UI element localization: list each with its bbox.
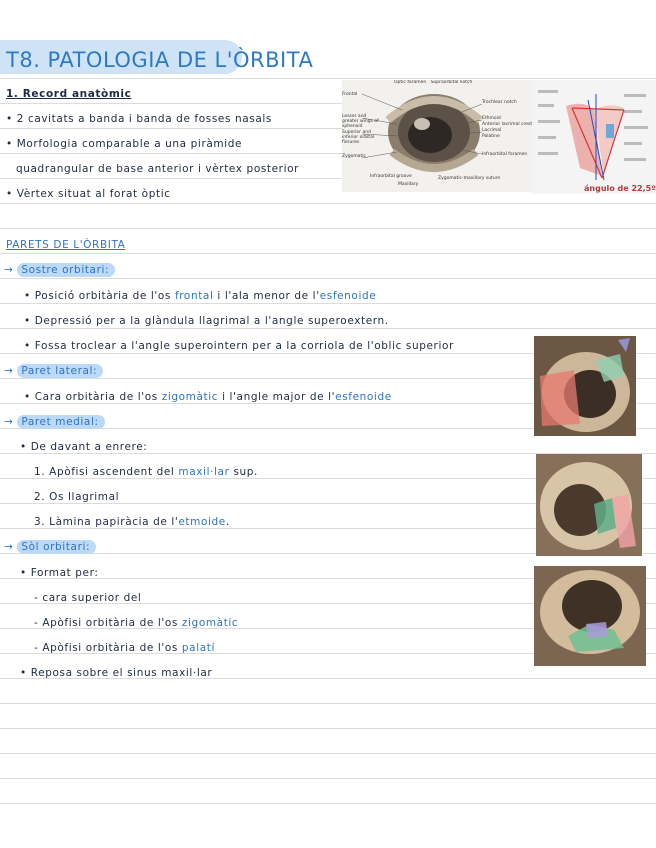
medial-item-2: 2. Os llagrimal [34, 491, 120, 503]
sostre-item-1: • Posició orbitària de l'os frontal i l'ala menor de l'esfenoide [24, 290, 377, 302]
fig-label: Maxillary [398, 182, 419, 187]
sol-label: Sòl orbitari: [17, 540, 96, 554]
fig-label: Frontal [342, 92, 358, 97]
medial-label: Paret medial: [17, 415, 104, 429]
fig-label: Zygomatic-maxillary suture [438, 176, 501, 181]
sostre-label: Sostre orbitari: [17, 263, 115, 277]
medial-label-line [4, 416, 105, 428]
sol-item-3: - Apòfisi orbitària de l'os palatí [34, 642, 216, 654]
skull-photo-lateral [534, 336, 636, 436]
fig-label: Palatine [482, 134, 500, 139]
angle-label: ángulo de 22,5º [584, 184, 656, 193]
orbit-angle-figure [532, 80, 656, 194]
fig-label: Trochlear notch [482, 100, 517, 105]
fig-label: Optic foramen Supraorbital notch [394, 80, 473, 85]
sol-item-1: - cara superior del [34, 592, 142, 604]
fig-label: Lesser and greater wings of sphenoid [342, 114, 379, 129]
arrow-icon: → [4, 365, 14, 377]
medial-item-3: 3. Làmina papiràcia de l'etmoide. [34, 516, 230, 528]
lateral-label-line [4, 365, 103, 377]
sol-item-2: - Apòfisi orbitària de l'os zigomàtic [34, 617, 239, 629]
lateral-item: • Cara orbitària de l'os zigomàtic i l'angle major de l'esfenoide [24, 391, 392, 403]
fig-label: Infraorbital foramen [482, 152, 528, 157]
bullet-morfologia-cont: quadrangular de base anterior i vèrtex posterior [16, 163, 300, 175]
arrow-icon: → [4, 416, 14, 428]
bullet-vertex: • Vèrtex situat al forat òptic [6, 188, 171, 200]
sol-intro: • Format per: [20, 567, 99, 579]
lateral-label: Paret lateral: [17, 364, 103, 378]
arrow-icon: → [4, 264, 14, 276]
sostre-label-line [4, 264, 115, 276]
orbit-anatomy-figure [342, 80, 534, 192]
fig-label: Superior and inferior orbital fissures [342, 130, 375, 145]
sol-label-line [4, 541, 96, 553]
section-heading-anatomic: 1. Record anatòmic [6, 88, 132, 100]
fig-label: Ethmoid [482, 116, 501, 121]
skull-photo-floor [534, 566, 646, 666]
section-heading-parets: PARETS DE L'ÒRBITA [6, 239, 126, 251]
fig-label: Zygomatic [342, 154, 366, 159]
sol-outro: • Reposa sobre el sinus maxil·lar [20, 667, 213, 679]
fig-label: Anterior lacrimal crest [482, 122, 533, 127]
sostre-item-2: • Depressió per a la glàndula llagrimal a l'angle superoextern. [24, 315, 389, 327]
sostre-item-3: • Fossa troclear a l'angle superointern per a la corriola de l'oblic superior [24, 340, 454, 352]
fig-label: Infraorbital groove [370, 174, 412, 179]
skull-photo-medial [536, 454, 642, 556]
page-title: T8. PATOLOGIA DE L'ÒRBITA [6, 48, 314, 72]
medial-intro: • De davant a enrere: [20, 441, 148, 453]
fig-label: Lacrimal [482, 128, 502, 133]
bullet-morfologia: • Morfologia comparable a una piràmide [6, 138, 243, 150]
arrow-icon: → [4, 541, 14, 553]
bullet-cavitats: • 2 cavitats a banda i banda de fosses nasals [6, 113, 272, 125]
medial-item-1: 1. Apòfisi ascendent del maxil·lar sup. [34, 466, 258, 478]
